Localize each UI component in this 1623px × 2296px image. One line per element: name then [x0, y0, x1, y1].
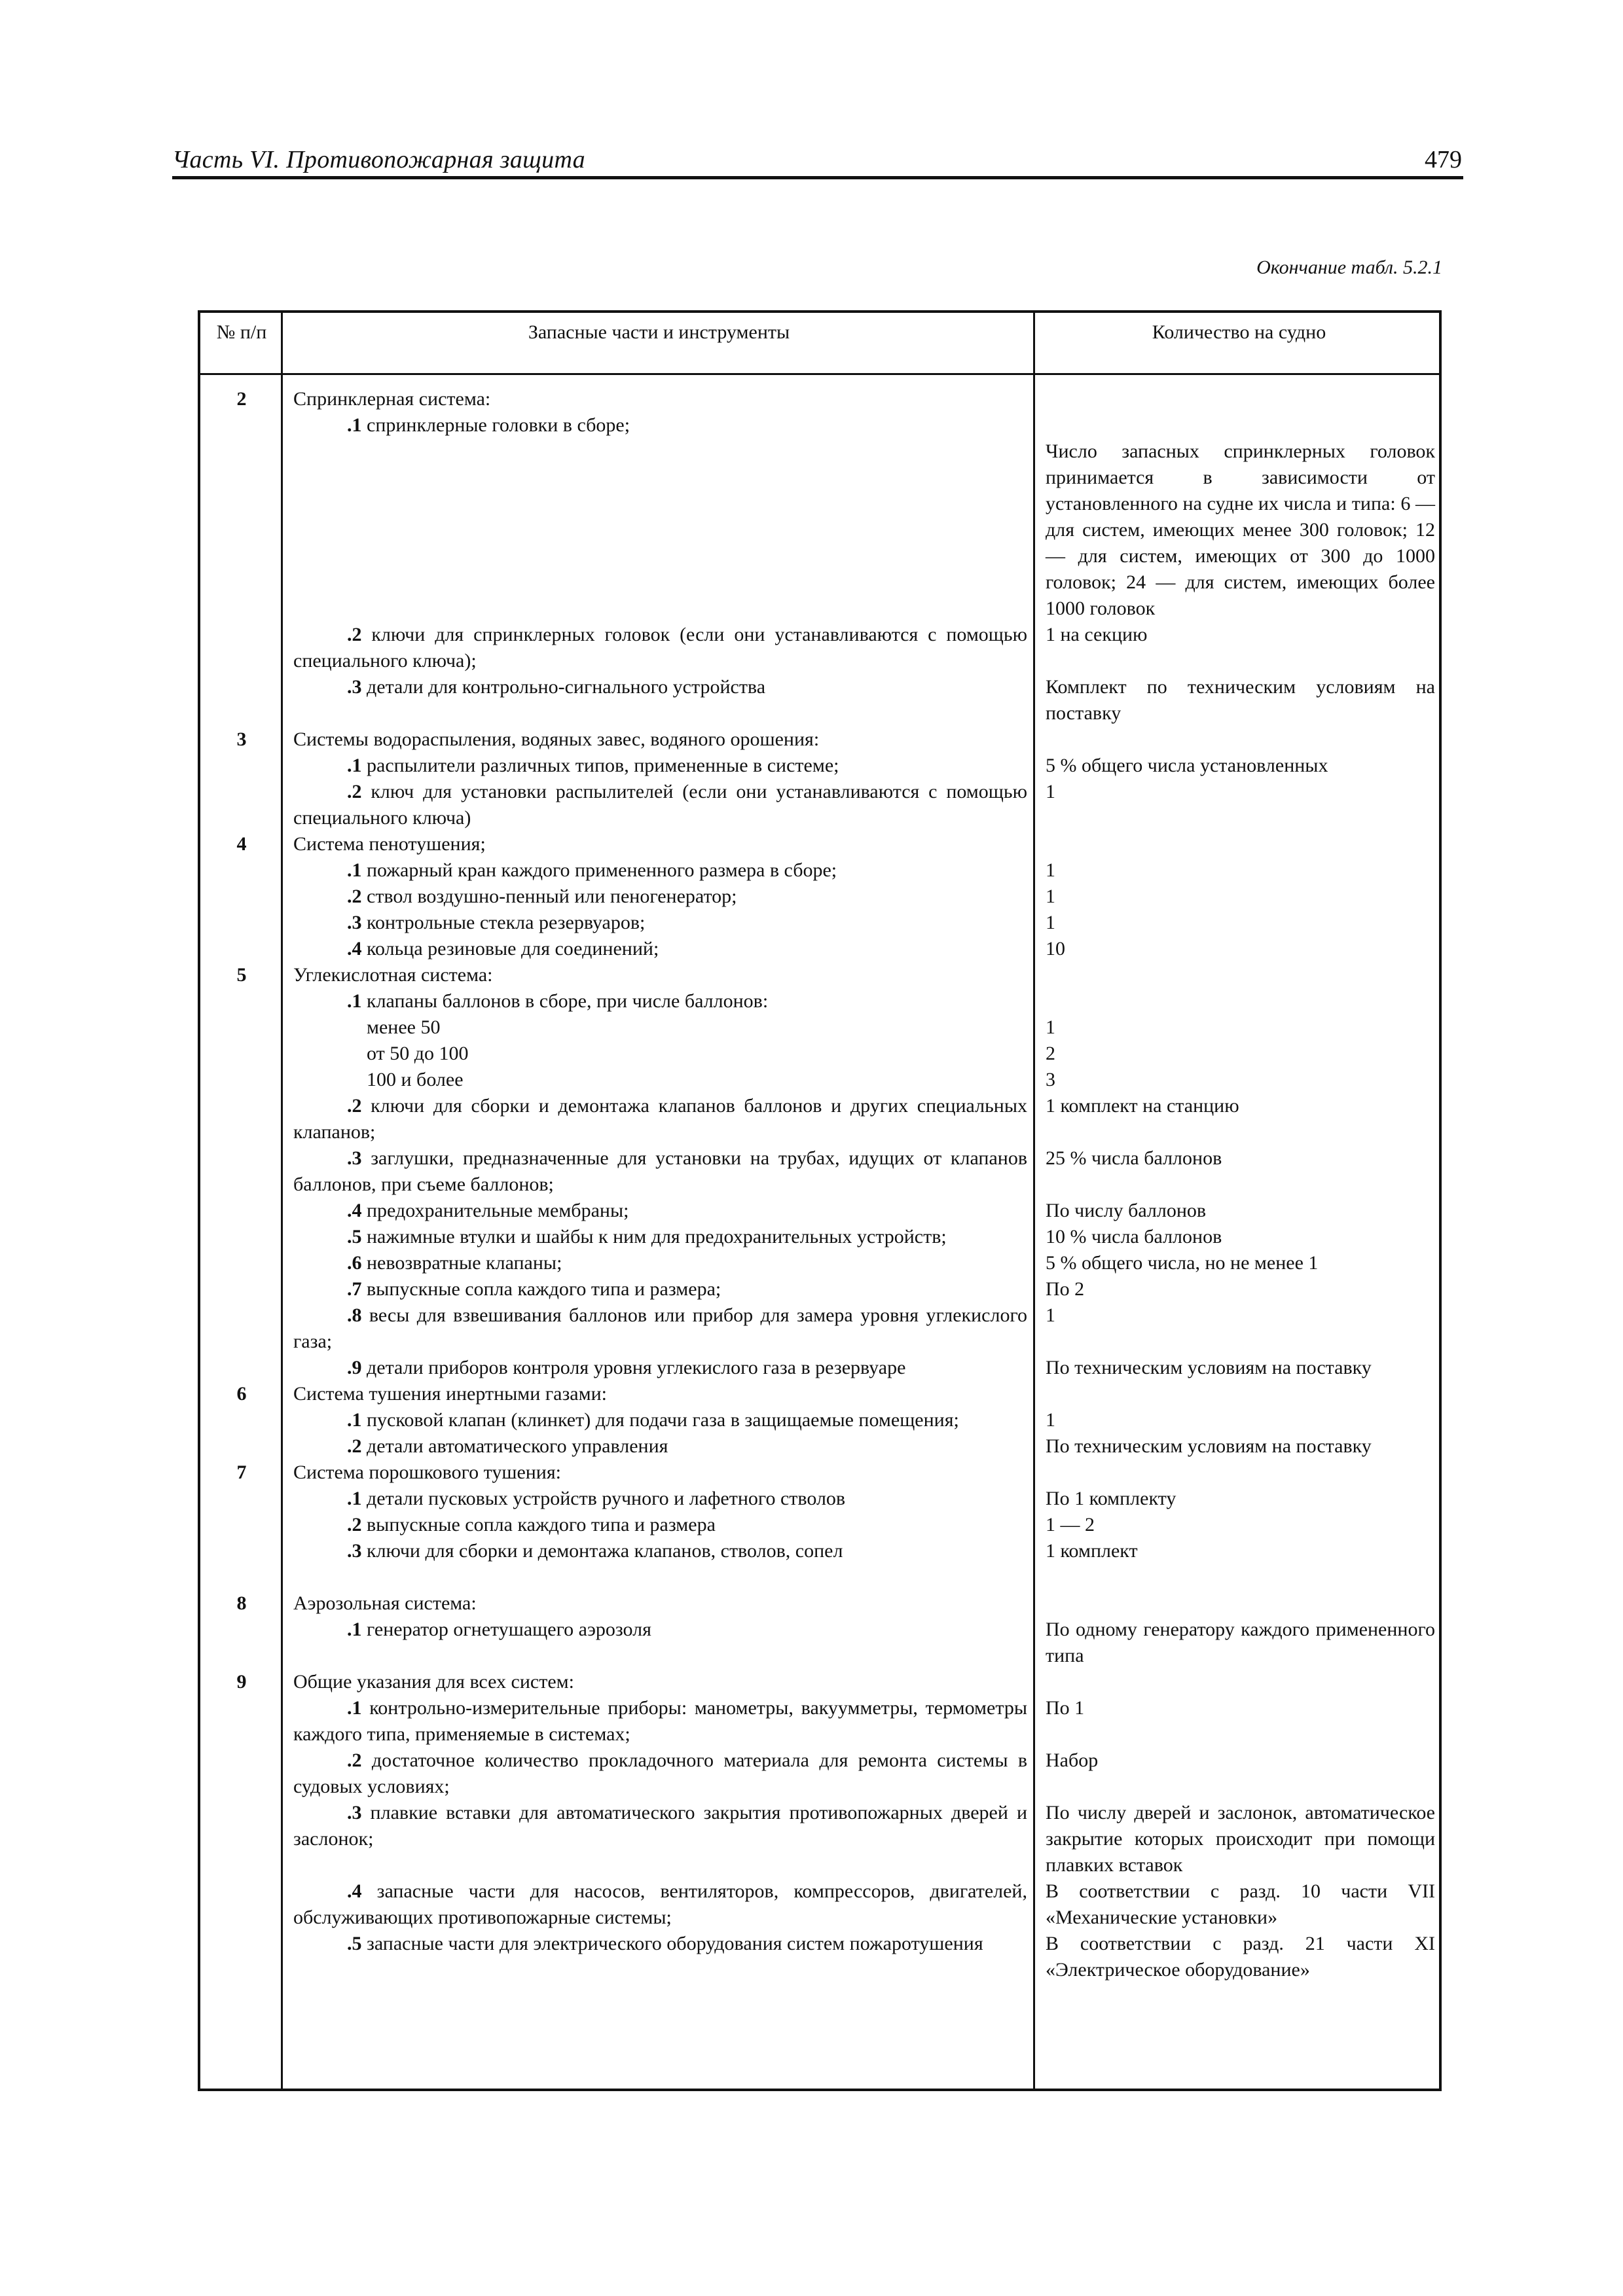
table-row — [200, 1695, 1439, 1748]
item-text: Система порошкового тушения: — [293, 1462, 561, 1483]
row-description — [283, 962, 1035, 988]
item-number: .1 — [347, 990, 362, 1012]
row-description — [283, 857, 1035, 884]
item-number: .4 — [347, 938, 362, 960]
table-row — [200, 622, 1439, 674]
row-quantity: 3 — [1046, 1069, 1055, 1090]
table-row — [200, 1486, 1439, 1512]
row-description — [283, 1067, 1035, 1093]
table-row — [200, 1590, 1439, 1617]
row-description — [283, 1145, 1035, 1198]
item-number: .3 — [347, 676, 362, 698]
row-description — [283, 1276, 1035, 1302]
row-description — [283, 1433, 1035, 1460]
page-number: 479 — [1425, 146, 1462, 173]
table-row — [200, 412, 1439, 622]
item-text: выпускные сопла каждого типа и размера; — [361, 1278, 721, 1300]
row-description — [283, 1590, 1035, 1617]
item-number: .2 — [347, 1514, 362, 1535]
row-quantity: Число запасных спринклерных головок принимается в зависимости от установленного на судне их числа и типа: 6 — для систем, имеющих менее 300 головок; 12 — для систем, имеющих от 300 до 1000 головок; 24 — для систем, имеющих более 1000 головок — [1046, 440, 1435, 619]
item-number: .1 — [347, 755, 362, 776]
row-description — [283, 988, 1035, 1014]
row-description — [283, 622, 1035, 674]
item-number: .2 — [347, 886, 362, 907]
row-quantity: 25 % числа баллонов — [1046, 1147, 1222, 1169]
row-description — [283, 1512, 1035, 1538]
item-text: запасные части для электрического оборудования систем пожаротушения — [361, 1933, 983, 1954]
item-text: пожарный кран каждого примененного размера в сборе; — [361, 859, 837, 881]
row-number: 8 — [236, 1592, 247, 1614]
item-number: .3 — [347, 912, 362, 933]
table-row — [200, 1512, 1439, 1538]
row-description — [283, 1093, 1035, 1145]
item-text: предохранительные мембраны; — [361, 1200, 629, 1221]
table-row — [200, 753, 1439, 779]
item-text: невозвратные клапаны; — [361, 1252, 562, 1274]
row-quantity: Набор — [1046, 1749, 1099, 1771]
row-description — [283, 674, 1035, 700]
table-row — [200, 988, 1439, 1014]
row-quantity: 10 % числа баллонов — [1046, 1226, 1222, 1247]
row-quantity: 1 комплект — [1046, 1540, 1138, 1562]
item-text: детали автоматического управления — [361, 1435, 668, 1457]
row-number: 2 — [236, 388, 247, 410]
item-number: .7 — [347, 1278, 362, 1300]
row-quantity: По числу дверей и заслонок, автоматическое закрытие которых происходит при помощи плавких вставок — [1046, 1802, 1435, 1876]
item-text: детали пусковых устройств ручного и лафетного стволов — [361, 1488, 846, 1509]
header-rule — [172, 176, 1463, 179]
row-quantity: 2 — [1046, 1043, 1055, 1064]
table-row — [200, 386, 1439, 412]
table-row — [200, 1093, 1439, 1145]
row-description — [283, 1695, 1035, 1748]
item-text: Аэрозольная система: — [293, 1592, 477, 1614]
row-description — [283, 726, 1035, 753]
table-row — [200, 1538, 1439, 1564]
item-text: клапаны баллонов в сборе, при числе баллонов: — [361, 990, 769, 1012]
item-text: от 50 до 100 — [367, 1043, 469, 1064]
table-row — [200, 1276, 1439, 1302]
row-quantity: 1 на секцию — [1046, 624, 1148, 645]
running-header — [172, 143, 1463, 179]
item-text: Углекислотная система: — [293, 964, 493, 986]
item-number: .1 — [347, 859, 362, 881]
row-description — [283, 1302, 1035, 1355]
item-text: менее 50 — [367, 1016, 441, 1038]
row-quantity: 1 — [1046, 859, 1055, 881]
item-text: Общие указания для всех систем: — [293, 1671, 574, 1693]
row-description — [283, 1748, 1035, 1800]
item-text: достаточное количество прокладочного материала для ремонта системы в судовых условиях; — [293, 1749, 1027, 1797]
row-description — [283, 1250, 1035, 1276]
item-text: заглушки, предназначенные для установки на трубах, идущих от клапанов баллонов, при съеме баллонов; — [293, 1147, 1027, 1195]
item-text: выпускные сопла каждого типа и размера — [361, 1514, 716, 1535]
item-text: 100 и более — [367, 1069, 464, 1090]
row-quantity: По 2 — [1046, 1278, 1085, 1300]
row-description — [283, 1355, 1035, 1381]
row-quantity: 5 % общего числа, но не менее 1 — [1046, 1252, 1319, 1274]
item-text: кольца резиновые для соединений; — [361, 938, 659, 960]
table-row — [200, 1617, 1439, 1669]
item-number: .2 — [347, 624, 362, 645]
row-spacer — [200, 1564, 1439, 1590]
row-description — [283, 1407, 1035, 1433]
item-number: .1 — [347, 1409, 362, 1431]
row-number: 5 — [236, 964, 247, 986]
item-number: .2 — [347, 781, 362, 802]
row-number: 3 — [236, 728, 247, 750]
item-text: Система тушения инертными газами: — [293, 1383, 607, 1405]
item-text: ключи для сборки и демонтажа клапанов баллонов и других специальных клапанов; — [293, 1095, 1027, 1143]
table-row — [200, 1224, 1439, 1250]
row-description — [283, 1669, 1035, 1695]
table-row — [200, 1250, 1439, 1276]
row-description — [283, 1878, 1035, 1931]
item-number: .1 — [347, 1697, 362, 1719]
row-description — [283, 910, 1035, 936]
table-row — [200, 1878, 1439, 1931]
row-description — [283, 386, 1035, 412]
row-description — [283, 1041, 1035, 1067]
item-text: генератор огнетушащего аэрозоля — [361, 1619, 651, 1640]
table-row — [200, 857, 1439, 884]
header-col-qty: Количество на судно — [1152, 321, 1326, 343]
item-text: Система пенотушения; — [293, 833, 486, 855]
table-row — [200, 1198, 1439, 1224]
row-description — [283, 936, 1035, 962]
item-number: .8 — [347, 1304, 362, 1326]
row-quantity: По техническим условиям на поставку — [1046, 1357, 1372, 1378]
row-description — [283, 1198, 1035, 1224]
row-quantity: По числу баллонов — [1046, 1200, 1207, 1221]
item-text: весы для взвешивания баллонов или прибор для замера уровня углекислого газа; — [293, 1304, 1027, 1352]
row-description — [283, 1931, 1035, 1957]
row-quantity: 1 комплект на станцию — [1046, 1095, 1239, 1117]
row-description — [283, 412, 1035, 439]
table-row — [200, 1460, 1439, 1486]
header-col-parts: Запасные части и инструменты — [528, 321, 790, 343]
table-row — [200, 1381, 1439, 1407]
row-quantity: Комплект по техническим условиям на поставку — [1046, 676, 1435, 724]
row-description — [283, 753, 1035, 779]
row-quantity: По 1 комплекту — [1046, 1488, 1176, 1509]
item-number: .2 — [347, 1095, 362, 1117]
table-row — [200, 779, 1439, 831]
item-text: контрольно-измерительные приборы: манометры, вакуумметры, термометры каждого типа, применяемые в системах; — [293, 1697, 1027, 1745]
row-quantity: В соответствии с разд. 10 части VII «Механические установки» — [1046, 1880, 1435, 1928]
item-text: ключи для сборки и демонтажа клапанов, стволов, сопел — [361, 1540, 843, 1562]
item-number: .6 — [347, 1252, 362, 1274]
row-quantity: По одному генератору каждого примененного типа — [1046, 1619, 1435, 1666]
row-quantity: 10 — [1046, 938, 1065, 960]
table-row — [200, 936, 1439, 962]
item-number: .3 — [347, 1802, 362, 1823]
item-text: детали приборов контроля уровня углекислого газа в резервуаре — [361, 1357, 906, 1378]
row-description — [283, 1617, 1035, 1643]
table-row — [200, 1145, 1439, 1198]
row-number: 9 — [236, 1671, 247, 1693]
row-description — [283, 1538, 1035, 1564]
row-description — [283, 1460, 1035, 1486]
section-title: Часть VI. Противопожарная защита — [172, 146, 585, 173]
table-row — [200, 884, 1439, 910]
item-text: нажимные втулки и шайбы к ним для предохранительных устройств; — [361, 1226, 947, 1247]
row-description — [283, 1014, 1035, 1041]
item-text: Спринклерная система: — [293, 388, 491, 410]
table-row — [200, 1407, 1439, 1433]
row-quantity: 1 — [1046, 781, 1055, 802]
item-number: .5 — [347, 1933, 362, 1954]
header-col-no: № п/п — [216, 321, 267, 343]
table-row — [200, 910, 1439, 936]
table-caption: Окончание табл. 5.2.1 — [1256, 257, 1442, 278]
row-quantity: 1 — [1046, 886, 1055, 907]
table-row — [200, 1669, 1439, 1695]
table-row — [200, 962, 1439, 988]
item-number: .5 — [347, 1226, 362, 1247]
table-row — [200, 1041, 1439, 1067]
row-quantity: 5 % общего числа установленных — [1046, 755, 1328, 776]
item-text: ключи для спринклерных головок (если они устанавливаются с помощью специального ключа); — [293, 624, 1027, 672]
row-description — [283, 831, 1035, 857]
item-number: .2 — [347, 1749, 362, 1771]
item-number: .3 — [347, 1540, 362, 1562]
item-text: ствол воздушно-пенный или пеногенератор; — [361, 886, 737, 907]
item-text: ключ для установки распылителей (если они устанавливаются с помощью специального ключа) — [293, 781, 1027, 829]
row-quantity: 1 — 2 — [1046, 1514, 1095, 1535]
row-number: 4 — [236, 833, 247, 855]
table-body — [200, 386, 1439, 1983]
item-text: запасные части для насосов, вентиляторов, компрессоров, двигателей, обслуживающих противопожарные системы; — [293, 1880, 1027, 1928]
row-number: 7 — [236, 1462, 247, 1483]
item-number: .1 — [347, 414, 362, 436]
spare-parts-table — [198, 310, 1442, 2091]
item-number: .1 — [347, 1619, 362, 1640]
item-text: Системы водораспыления, водяных завес, водяного орошения: — [293, 728, 820, 750]
item-number: .3 — [347, 1147, 362, 1169]
table-row — [200, 1433, 1439, 1460]
item-text: плавкие вставки для автоматического закрытия противопожарных дверей и заслонок; — [293, 1802, 1027, 1850]
item-text: контрольные стекла резервуаров; — [361, 912, 646, 933]
row-description — [283, 779, 1035, 831]
table-row — [200, 674, 1439, 726]
table-row — [200, 831, 1439, 857]
item-text: пусковой клапан (клинкет) для подачи газа в защищаемые помещения; — [361, 1409, 959, 1431]
row-description — [283, 1800, 1035, 1852]
row-quantity: 1 — [1046, 1304, 1055, 1326]
row-description — [283, 884, 1035, 910]
table-row — [200, 1800, 1439, 1878]
header-divider — [200, 373, 1439, 375]
item-text: детали для контрольно-сигнального устройства — [361, 676, 766, 698]
table-row — [200, 1067, 1439, 1093]
table-row — [200, 726, 1439, 753]
table-row — [200, 1355, 1439, 1381]
item-number: .1 — [347, 1488, 362, 1509]
table-row — [200, 1014, 1439, 1041]
row-number: 6 — [236, 1383, 247, 1405]
row-description — [283, 1486, 1035, 1512]
row-quantity: 1 — [1046, 912, 1055, 933]
row-description — [283, 1381, 1035, 1407]
item-number: .2 — [347, 1435, 362, 1457]
table-row — [200, 1931, 1439, 1983]
item-text: распылители различных типов, примененные в системе; — [361, 755, 839, 776]
row-description — [283, 1224, 1035, 1250]
item-number: .4 — [347, 1880, 362, 1902]
table-row — [200, 1302, 1439, 1355]
item-number: .9 — [347, 1357, 362, 1378]
item-number: .4 — [347, 1200, 362, 1221]
row-quantity: 1 — [1046, 1016, 1055, 1038]
row-quantity: По техническим условиям на поставку — [1046, 1435, 1372, 1457]
row-quantity: 1 — [1046, 1409, 1055, 1431]
row-quantity: По 1 — [1046, 1697, 1085, 1719]
item-text: спринклерные головки в сборе; — [361, 414, 630, 436]
table-row — [200, 1748, 1439, 1800]
row-quantity: В соответствии с разд. 21 части XI «Электрическое оборудование» — [1046, 1933, 1435, 1981]
